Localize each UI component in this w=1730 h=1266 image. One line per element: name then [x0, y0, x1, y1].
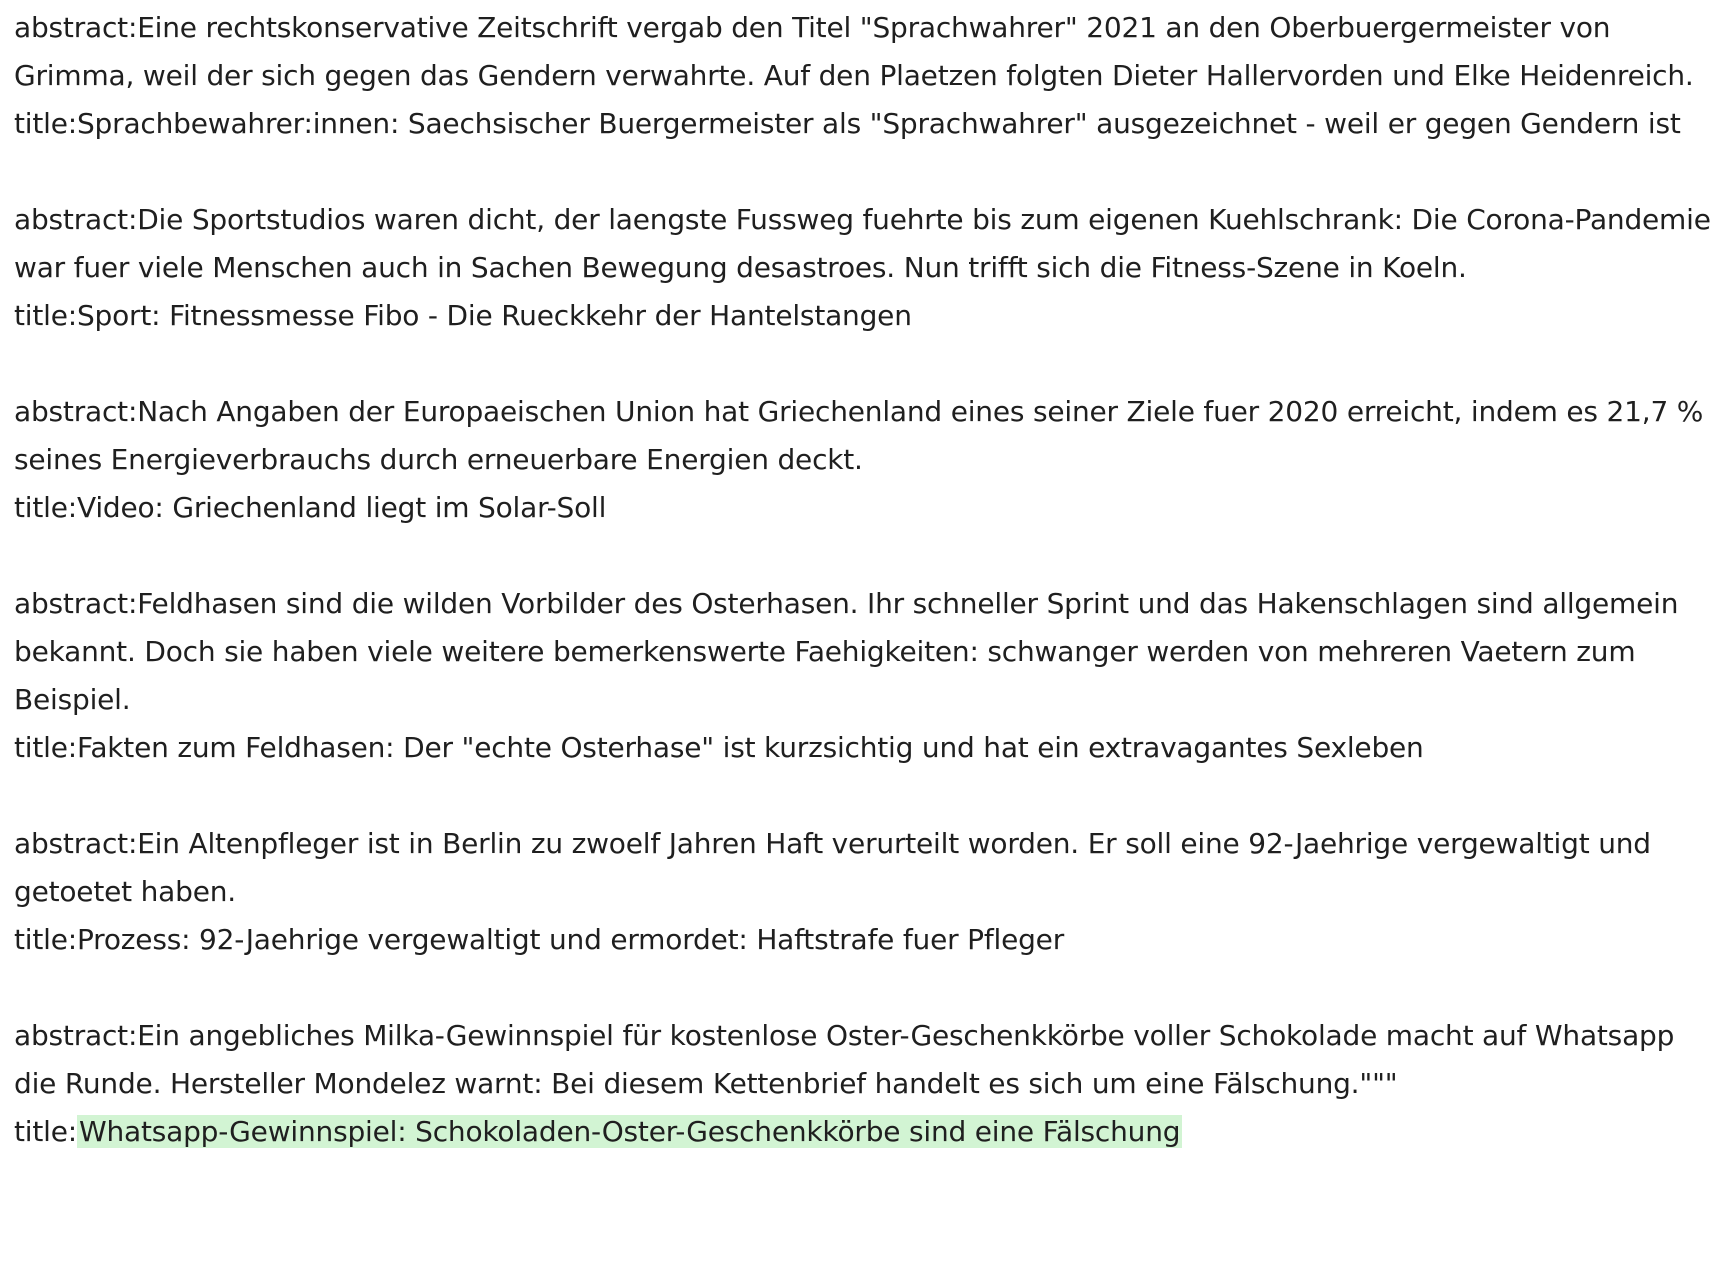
- abstract-text: Eine rechtskonservative Zeitschrift vergab den Titel "Sprachwahrer" 2021 an den Oberbuergermeister von Grimma, weil der sich gegen das Gendern verwahrte. Auf den Plaetzen folgten Dieter Hallervorden und Elke Heidenreich.: [14, 11, 1694, 92]
- entry-2: [14, 196, 1730, 340]
- entry-3: [14, 388, 1730, 532]
- title-label: title:: [14, 107, 77, 140]
- title-line: [14, 292, 1724, 340]
- title-line: [14, 724, 1724, 772]
- generated-title-highlight: Whatsapp-Gewinnspiel: Schokoladen-Oster-Geschenkkörbe sind eine Fälschung: [78, 1115, 1181, 1148]
- abstract-label: abstract:: [14, 827, 138, 860]
- title-label: title:: [14, 731, 77, 764]
- abstract-line: [14, 1012, 1724, 1108]
- title-text: Sport: Fitnessmesse Fibo - Die Rueckkehr der Hantelstangen: [76, 299, 912, 332]
- title-line: [14, 1108, 1724, 1156]
- abstract-line: [14, 388, 1724, 484]
- abstract-line: [14, 820, 1724, 916]
- abstract-text: Feldhasen sind die wilden Vorbilder des Osterhasen. Ihr schneller Sprint und das Hakenschlagen sind allgemein bekannt. Doch sie haben viele weitere bemerkenswerte Faehigkeiten: schwanger werden von mehreren Vaetern zum Beispiel.: [14, 587, 1679, 716]
- title-line: [14, 100, 1724, 148]
- abstract-label: abstract:: [14, 203, 138, 236]
- abstract-text: Die Sportstudios waren dicht, der laengste Fussweg fuehrte bis zum eigenen Kuehlschrank: Die Corona-Pandemie war fuer viele Menschen auch in Sachen Bewegung desastroes. Nun trifft sich die Fitness-Szene in Koeln.: [14, 203, 1711, 284]
- title-text: Sprachbewahrer:innen: Saechsischer Buergermeister als "Sprachwahrer" ausgezeichnet - weil er gegen Gendern ist: [76, 107, 1681, 140]
- entry-1: [14, 4, 1730, 148]
- title-label: title:: [14, 923, 77, 956]
- abstract-label: abstract:: [14, 11, 138, 44]
- abstract-label: abstract:: [14, 395, 138, 428]
- title-line: [14, 484, 1724, 532]
- abstract-text: Ein Altenpfleger ist in Berlin zu zwoelf Jahren Haft verurteilt worden. Er soll eine 92-Jaehrige vergewaltigt und getoetet haben.: [14, 827, 1651, 908]
- abstract-line: [14, 580, 1724, 724]
- title-label: title:: [14, 1115, 77, 1148]
- abstract-text: Nach Angaben der Europaeischen Union hat Griechenland eines seiner Ziele fuer 2020 erreicht, indem es 21,7 % seines Energieverbrauchs durch erneuerbare Energien deckt.: [14, 395, 1704, 476]
- abstract-label: abstract:: [14, 1019, 138, 1052]
- title-label: title:: [14, 491, 77, 524]
- title-text: Fakten zum Feldhasen: Der "echte Osterhase" ist kurzsichtig und hat ein extravagantes Sexleben: [76, 731, 1424, 764]
- abstract-line: [14, 4, 1724, 100]
- entry-6: [14, 1012, 1730, 1156]
- title-text: Prozess: 92-Jaehrige vergewaltigt und ermordet: Haftstrafe fuer Pfleger: [76, 923, 1065, 956]
- abstract-label: abstract:: [14, 587, 138, 620]
- title-line: [14, 916, 1724, 964]
- title-text: Video: Griechenland liegt im Solar-Soll: [76, 491, 607, 524]
- entry-5: [14, 820, 1730, 964]
- title-label: title:: [14, 299, 77, 332]
- entry-4: [14, 580, 1730, 772]
- abstract-line: [14, 196, 1724, 292]
- abstract-text: Ein angebliches Milka-Gewinnspiel für kostenlose Oster-Geschenkkörbe voller Schokolade macht auf Whatsapp die Runde. Hersteller Mondelez warnt: Bei diesem Kettenbrief handelt es sich um eine Fälschung.""": [14, 1019, 1675, 1100]
